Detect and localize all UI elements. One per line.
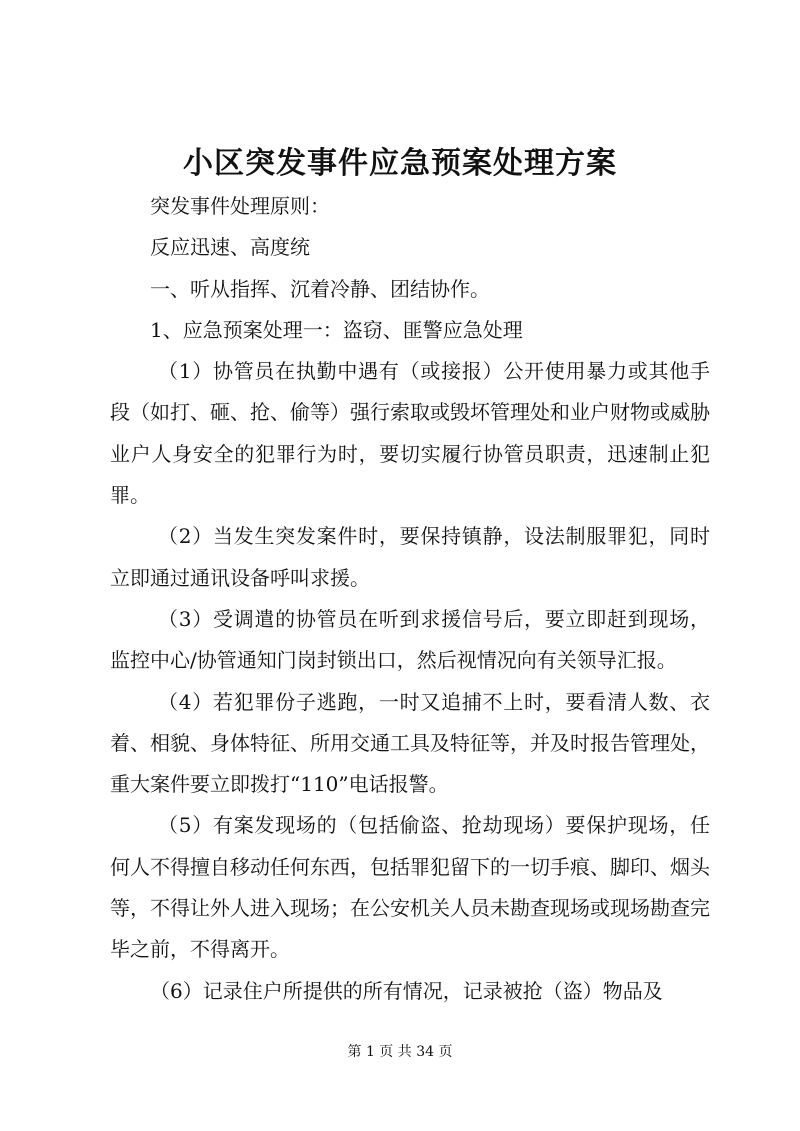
- paragraph-item-4: （4）若犯罪份子逃跑，一时又追捕不上时，要看清人数、衣着、相貌、身体特征、所用交通工具及特征等，并及时报告管理处，重大案件要立即拨打“110”电话报警。: [110, 689, 710, 797]
- paragraph-item-2: （2）当发生突发案件时，要保持镇静，设法制服罪犯，同时立即通过通讯设备呼叫求援。: [110, 524, 710, 590]
- paragraph-item-3: （3）受调遣的协管员在听到求援信号后，要立即赶到现场，监控中心/协管通知门岗封锁出口，然后视情况向有关领导汇报。: [110, 606, 710, 673]
- document-title: 小区突发事件应急预案处理方案: [183, 146, 617, 181]
- paragraph-principles-heading: 突发事件处理原则：: [150, 194, 330, 218]
- paragraph-item-1: （1）协管员在执勤中遇有（或接报）公开使用暴力或其他手段（如打、砸、抢、偷等）强行索取或毁坏管理处和业户财物或威胁业户人身安全的犯罪行为时，要切实履行协管员职责，迅速制止犯罪。: [110, 359, 710, 508]
- paragraph-item-6: （6）记录住户所提供的所有情况，记录被抢（盗）物品及: [150, 978, 663, 1003]
- document-body: [110, 186, 710, 1012]
- paragraph-item-5: （5）有案发现场的（包括偷盗、抢劫现场）要保护现场，任何人不得擅自移动任何东西，包括罪犯留下的一切手痕、脚印、烟头等，不得让外人进入现场；在公安机关人员未勘查现场或现场勘查完毕之前，不得离开。: [110, 813, 710, 962]
- page-number-footer: 第 1 页 共 34 页: [347, 1044, 453, 1060]
- paragraph-principle-1: 反应迅速、高度统: [150, 235, 310, 260]
- paragraph-principle-2: 一、听从指挥、沉着冷静、团结协作。: [150, 276, 490, 301]
- paragraph-plan-1-heading: 1、应急预案处理一：盗窃、匪警应急处理: [150, 317, 523, 342]
